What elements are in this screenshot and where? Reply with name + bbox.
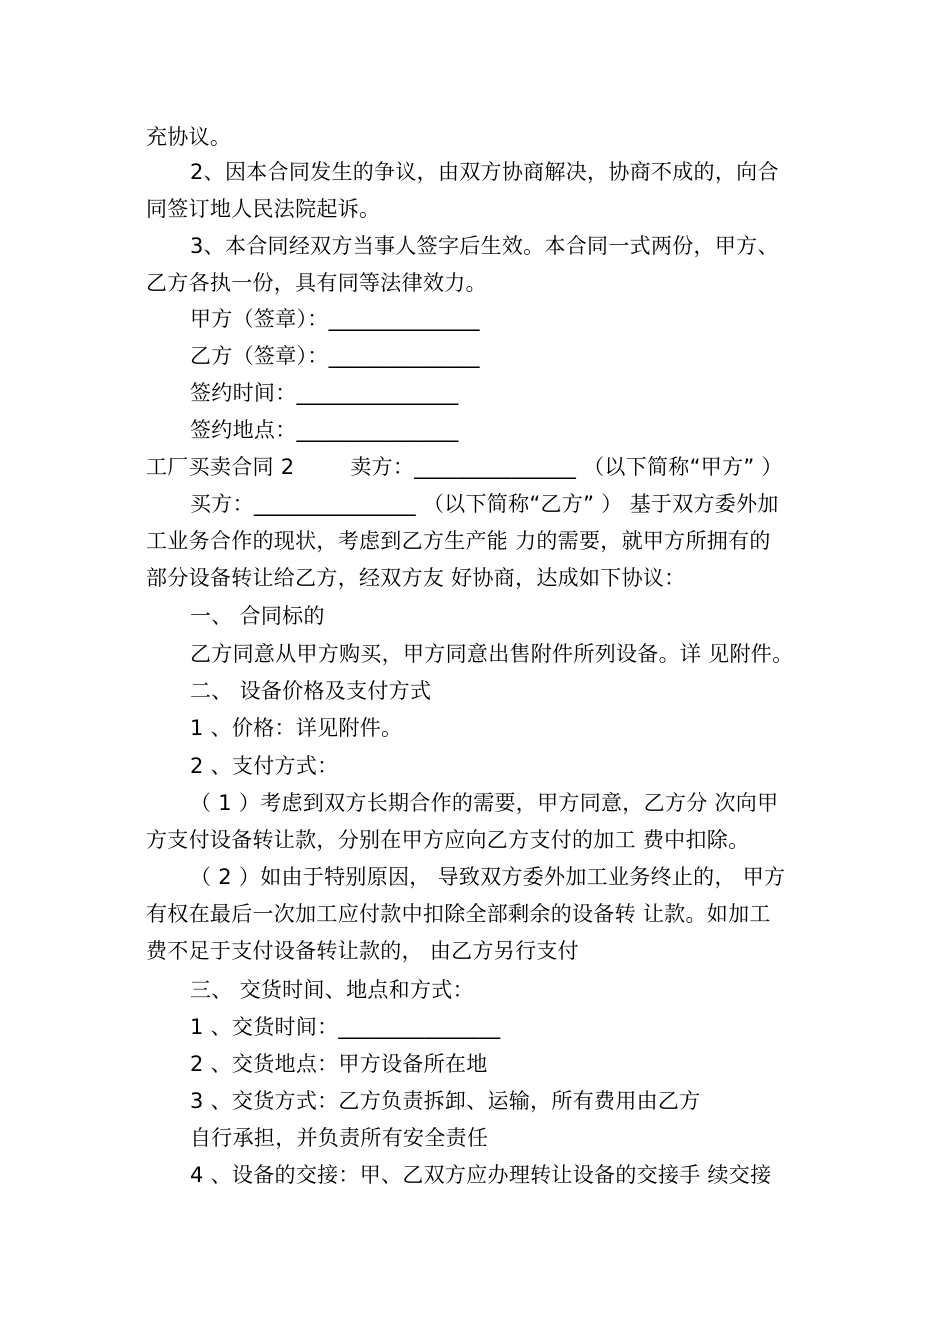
text-line: 3、本合同经双方当事人签字后生效。本合同一式两份，甲方、 (190, 234, 779, 258)
text-line: 费不足于支付设备转让款的， 由乙方另行支付 (146, 939, 579, 963)
text-line: 4 、设备的交接：甲、乙双方应办理转让设备的交接手 续交接 (190, 1163, 772, 1187)
text-line: 2 、交货地点：甲方设备所在地 (190, 1052, 488, 1076)
text-line: 自行承担，并负责所有安全责任 (190, 1126, 489, 1150)
text-line: 甲方（签章）：______________ (190, 307, 480, 331)
text-line: 部分设备转让给乙方，经双方友 好协商，达成如下协议： (146, 566, 686, 590)
text-line: 3 、交货方式：乙方负责拆卸、运输，所有费用由乙方 (190, 1089, 701, 1113)
text-line: 乙方（签章）：______________ (190, 344, 480, 368)
text-line: 签约时间：_______________ (190, 381, 459, 405)
section-heading: 一、 合同标的 (190, 604, 325, 628)
text-line: 工厂买卖合同 2 卖方：_______________ （以下简称“甲方” ） (146, 455, 783, 479)
text-line: （ 1 ）考虑到双方长期合作的需要，甲方同意，乙方分 次向甲 (190, 791, 779, 815)
text-line: 方支付设备转让款，分别在甲方应向乙方支付的加工 费中扣除。 (146, 828, 750, 852)
text-line: 2、因本合同发生的争议，由双方协商解决，协商不成的，向合 (190, 160, 779, 184)
text-line: 1 、价格：详见附件。 (190, 716, 403, 740)
text-line: 工业务合作的现状，考虑到乙方生产能 力的需要，就甲方所拥有的 (146, 529, 771, 553)
text-line: （ 2 ）如由于特别原因， 导致双方委外加工业务终止的， 甲方 (190, 865, 786, 889)
text-line: 2 、支付方式： (190, 754, 339, 778)
text-line: 签约地点：_______________ (190, 418, 459, 442)
section-heading: 三、 交货时间、地点和方式： (190, 978, 474, 1002)
text-line: 充协议。 (146, 125, 232, 149)
text-line: 乙方各执一份，具有同等法律效力。 (146, 271, 487, 295)
section-heading: 二、 设备价格及支付方式 (190, 679, 432, 703)
text-line: 同签订地人民法院起诉。 (146, 197, 381, 221)
text-line: 1 、交货时间：_______________ (190, 1015, 501, 1039)
text-line: 乙方同意从甲方购买，甲方同意出售附件所列设备。详 见附件。 (190, 642, 794, 666)
text-line: 买方：_______________ （以下简称“乙方” ） 基于双方委外加 (190, 492, 779, 516)
text-line: 有权在最后一次加工应付款中扣除全部剩余的设备转 让款。如加工 (146, 902, 771, 926)
